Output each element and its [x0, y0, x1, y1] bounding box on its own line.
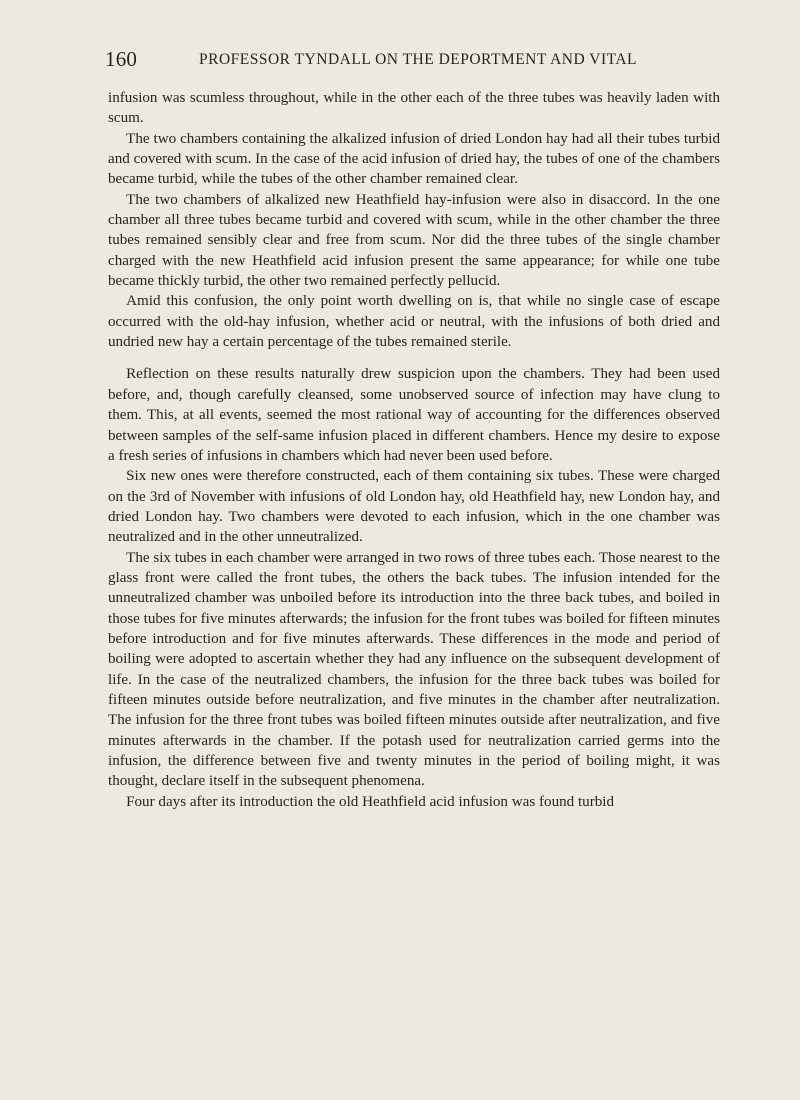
paragraph: Amid this confusion, the only point worth dwelling on is, that while no single case of escape occurred with the old-hay infusion, whether acid or neutral, with the infusions of both dried and undried new hay a certain percentage of the tubes remained sterile.	[108, 293, 720, 351]
paragraph-continuation: infusion was scumless throughout, while in the other each of the three tubes was heavily laden with scum.	[108, 90, 720, 127]
page-number: 160	[105, 47, 138, 71]
paragraph: The two chambers of alkalized new Heathfield hay-infusion were also in disaccord. In the one chamber all three tubes became turbid and covered with scum, while in the other chamber the three tubes remained sensibly clear and free from scum. Nor did the three tubes of the single chamber charged with the new Heathfield acid infusion present the same appearance; for while one tube became thickly turbid, the other two remained perfectly pellucid.	[108, 191, 720, 290]
paragraph: Reflection on these results naturally drew suspicion upon the chambers. They had been used before, and, though carefully cleansed, some unobserved source of infection may have clung to them. This, at all events, seemed the most rational way of accounting for the differences observed between samples of the self-same infusion placed in different chambers. Hence my desire to expose a fresh series of infusions in chambers which had never been used before.	[108, 366, 720, 464]
paragraph: Six new ones were therefore constructed, each of them containing six tubes. These were charged on the 3rd of November with infusions of old London hay, old Heathfield hay, new London hay, and dried London hay. Two chambers were devoted to each infusion, which in the one chamber was neutralized and in the other unneutralized.	[108, 468, 720, 546]
paragraph: The two chambers containing the alkalized infusion of dried London hay had all their tubes turbid and covered with scum. In the case of the acid infusion of dried hay, the tubes of one of the chambers became turbid, while the tubes of the other chamber remained clear.	[108, 130, 720, 188]
paragraph: Four days after its introduction the old Heathfield acid infusion was found turbid	[126, 793, 615, 810]
paragraph: The six tubes in each chamber were arranged in two rows of three tubes each. Those nearest to the glass front were called the front tubes, the others the back tubes. The infusion intended for the unneutralized chamber was unboiled before its introduction into the three back tubes, and boiled in those tubes for five minutes afterwards; the infusion for the front tubes was boiled for fifteen minutes before introduction and for five minutes afterwards. These differences in the mode and period of boiling were adopted to ascertain whether they had any influence on the subsequent development of life. In the case of the neutralized chambers, the infusion for the three back tubes was boiled for fifteen minutes outside before neutralization, and five minutes in the chamber after neutralization. The infusion for the three front tubes was boiled fifteen minutes outside after neutralization, and five minutes afterwards in the chamber. If the potash used for neutralization carried germs into the infusion, the difference between five and twenty minutes in the period of boiling might, it was thought, declare itself in the subsequent phenomena.	[108, 549, 720, 790]
running-title: PROFESSOR TYNDALL ON THE DEPORTMENT AND VITAL	[199, 51, 637, 68]
page-header	[105, 47, 725, 75]
body-text	[108, 88, 720, 812]
